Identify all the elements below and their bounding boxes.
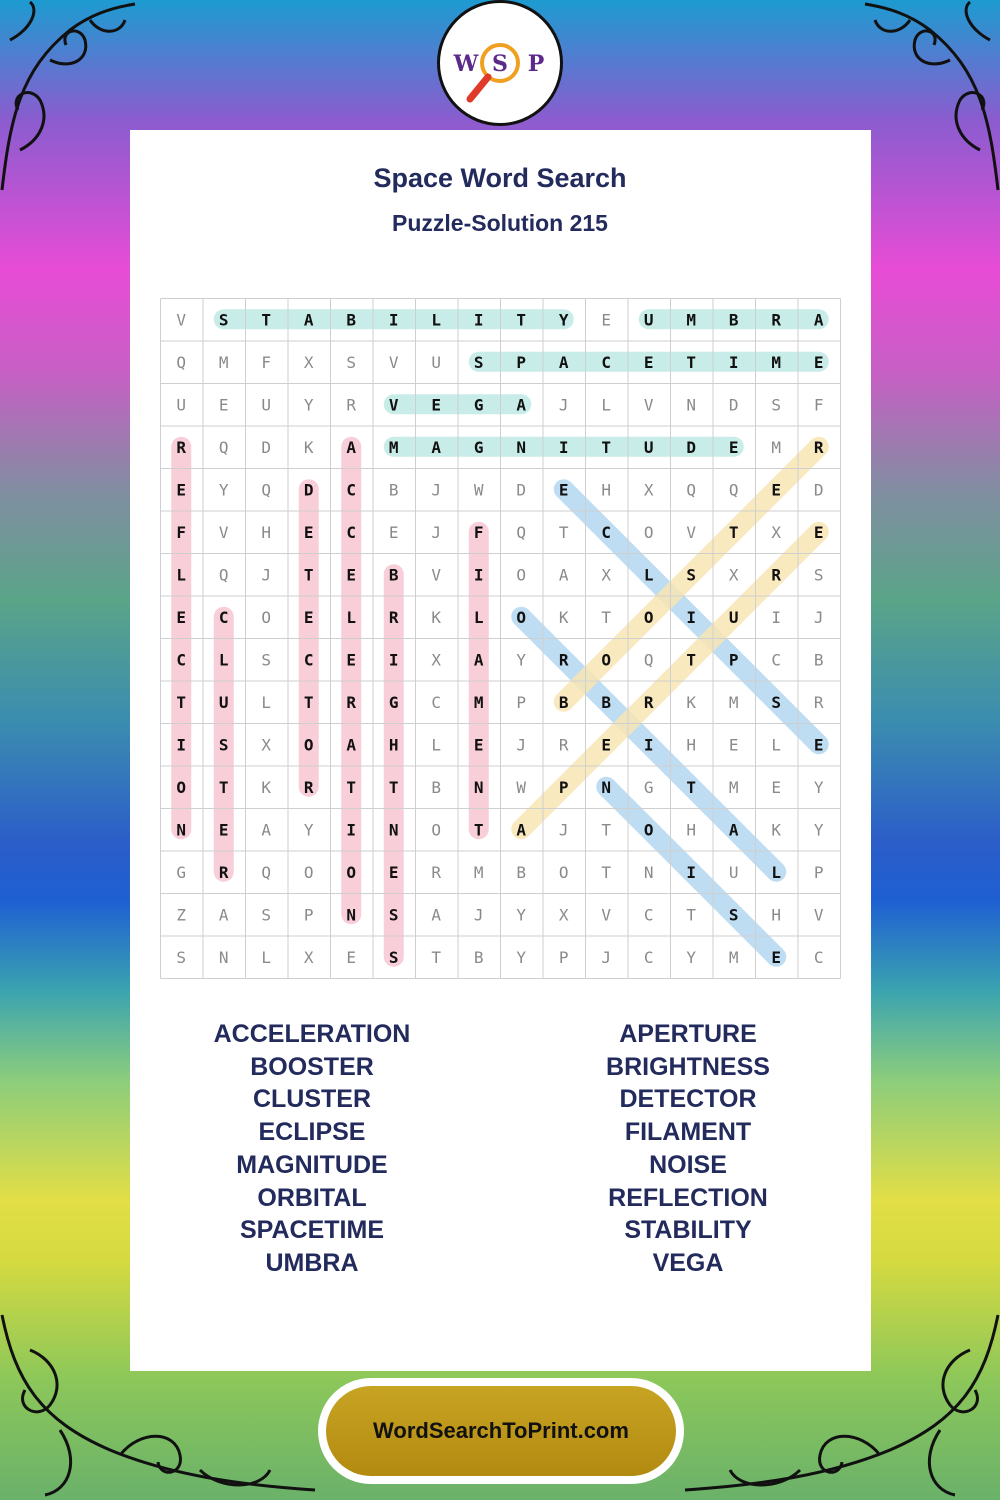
grid-letter: A [431, 905, 442, 925]
grid-letter: D [686, 437, 697, 457]
grid-letter: I [388, 650, 399, 670]
grid-letter: Y [516, 905, 527, 925]
grid-letter: E [303, 607, 314, 627]
grid-letter: R [218, 862, 229, 882]
word-list-item: MAGNITUDE [236, 1150, 388, 1179]
grid-letter: L [218, 650, 229, 670]
grid-letter: B [728, 310, 739, 330]
grid-letter: C [176, 650, 187, 670]
grid-letter: Y [218, 480, 229, 500]
grid-letter: C [601, 352, 612, 372]
logo-letter-p: P [527, 51, 545, 77]
grid-letter: C [813, 947, 824, 967]
grid-letter: R [813, 692, 824, 712]
grid-letter: M [728, 947, 739, 967]
footer-badge[interactable] [318, 1378, 684, 1484]
grid-letter: L [261, 947, 272, 967]
grid-letter: T [303, 692, 314, 712]
grid-letter: O [176, 777, 187, 797]
grid-letter: Y [303, 395, 314, 415]
grid-letter: B [601, 692, 612, 712]
grid-letter: I [686, 862, 697, 882]
grid-letter: Y [558, 310, 569, 330]
grid-letter: Q [686, 480, 697, 500]
grid-letter: S [176, 947, 187, 967]
grid-letter: B [431, 777, 442, 797]
grid-letter: G [473, 395, 484, 415]
grid-letter: A [516, 820, 527, 840]
grid-letter: S [473, 352, 484, 372]
word-list-item: FILAMENT [624, 1118, 752, 1147]
grid-letter: E [728, 735, 739, 755]
grid-letter: Q [261, 480, 272, 500]
grid-letter: S [346, 352, 357, 372]
grid-letter: L [431, 735, 442, 755]
grid-letter: V [431, 565, 442, 585]
grid-letter: E [218, 395, 229, 415]
grid-letter: W [473, 480, 484, 500]
grid-letter: B [813, 650, 824, 670]
grid-letter: N [176, 820, 187, 840]
grid-letter: N [473, 777, 484, 797]
grid-letter: A [303, 310, 314, 330]
grid-letter: C [303, 650, 314, 670]
grid-letter: X [558, 905, 569, 925]
grid-letter: A [728, 820, 739, 840]
grid-letter: S [218, 735, 229, 755]
grid-letter: E [346, 650, 357, 670]
grid-letter: M [218, 352, 229, 372]
grid-letter: I [558, 437, 569, 457]
grid-letter: U [176, 395, 187, 415]
grid-letter: V [388, 395, 399, 415]
grid-letter: J [558, 820, 569, 840]
grid-letter: N [388, 820, 399, 840]
grid-letter: X [771, 522, 782, 542]
grid-letter: M [473, 692, 484, 712]
word-list-item: UMBRA [265, 1248, 359, 1277]
grid-letter: V [686, 522, 697, 542]
grid-letter: R [346, 395, 357, 415]
word-list-item: DETECTOR [619, 1085, 757, 1114]
grid-letter: A [473, 650, 484, 670]
grid-letter: C [346, 522, 357, 542]
word-list-item: REFLECTION [608, 1183, 768, 1212]
grid-letter: C [601, 522, 612, 542]
grid-letter: N [218, 947, 229, 967]
grid-letter: D [516, 480, 527, 500]
grid-letter: E [176, 480, 187, 500]
grid-letter: E [176, 607, 187, 627]
grid-letter: E [346, 565, 357, 585]
grid-letter: K [558, 607, 569, 627]
grid-letter: J [813, 607, 824, 627]
grid-letter: E [601, 735, 612, 755]
grid-letter: C [643, 947, 654, 967]
grid-letter: A [558, 565, 569, 585]
grid-letter: F [261, 352, 272, 372]
grid-letter: A [431, 437, 442, 457]
grid-letter: C [431, 692, 442, 712]
word-list-item: STABILITY [624, 1216, 752, 1245]
grid-letter: H [388, 735, 399, 755]
grid-letter: N [516, 437, 527, 457]
logo-letter-s: S [492, 51, 508, 77]
grid-letter: R [431, 862, 442, 882]
grid-letter: S [261, 905, 272, 925]
grid-letter: O [303, 862, 314, 882]
grid-letter: U [643, 437, 654, 457]
grid-letter: E [558, 480, 569, 500]
grid-letter: X [303, 947, 314, 967]
grid-letter: Q [176, 352, 187, 372]
grid-letter: T [686, 352, 697, 372]
grid-letter: L [431, 310, 442, 330]
grid-letter: I [686, 607, 697, 627]
grid-letter: M [388, 437, 399, 457]
grid-letter: U [728, 607, 739, 627]
grid-letter: T [601, 607, 612, 627]
grid-letter: R [558, 650, 569, 670]
grid-letter: B [388, 480, 399, 500]
grid-letter: I [473, 565, 484, 585]
grid-letter: A [261, 820, 272, 840]
grid-letter: D [728, 395, 739, 415]
grid-letter: A [813, 310, 824, 330]
grid-letter: E [771, 777, 782, 797]
grid-letter: V [218, 522, 229, 542]
grid-letter: T [261, 310, 272, 330]
grid-letter: B [558, 692, 569, 712]
grid-letter: J [431, 480, 442, 500]
grid-letter: Q [218, 565, 229, 585]
grid-letter: S [261, 650, 272, 670]
grid-letter: S [813, 565, 824, 585]
grid-letter: M [473, 862, 484, 882]
grid-letter: A [558, 352, 569, 372]
grid-letter: O [558, 862, 569, 882]
word-list-item: ACCELERATION [213, 1020, 411, 1048]
grid-letter: H [601, 480, 612, 500]
grid-letter: J [431, 522, 442, 542]
grid-letter: O [516, 607, 527, 627]
grid-letter: E [218, 820, 229, 840]
word-list-item: SPACETIME [240, 1216, 384, 1245]
grid-letter: E [431, 395, 442, 415]
grid-letter: O [643, 607, 654, 627]
grid-letter: M [728, 692, 739, 712]
grid-letter: D [813, 480, 824, 500]
grid-letter: E [771, 480, 782, 500]
grid-letter: I [388, 310, 399, 330]
word-list-item: VEGA [652, 1248, 724, 1277]
grid-letter: Q [516, 522, 527, 542]
grid-letter: K [686, 692, 697, 712]
grid-letter: J [601, 947, 612, 967]
grid-letter: L [261, 692, 272, 712]
word-list-item: BOOSTER [250, 1052, 374, 1081]
grid-letter: P [558, 777, 569, 797]
grid-letter: Y [813, 820, 824, 840]
grid-letter: C [218, 607, 229, 627]
grid-letter: T [218, 777, 229, 797]
grid-letter: N [686, 395, 697, 415]
grid-letter: S [686, 565, 697, 585]
grid-letter: H [771, 905, 782, 925]
grid-letter: T [601, 820, 612, 840]
grid-letter: L [473, 607, 484, 627]
grid-letter: R [771, 565, 782, 585]
wsp-logo [437, 0, 563, 126]
grid-letter: R [388, 607, 399, 627]
grid-letter: B [516, 862, 527, 882]
grid-letter: Q [218, 437, 229, 457]
grid-letter: T [431, 947, 442, 967]
grid-letter: T [388, 777, 399, 797]
logo-letter-w: W [453, 51, 479, 77]
grid-letter: F [176, 522, 187, 542]
grid-letter: T [686, 777, 697, 797]
grid-letter: L [771, 862, 782, 882]
word-list-item: ECLIPSE [258, 1118, 366, 1147]
grid-letter: J [473, 905, 484, 925]
grid-letter: E [813, 352, 824, 372]
grid-letter: T [303, 565, 314, 585]
grid-letter: P [516, 692, 527, 712]
grid-letter: L [346, 607, 357, 627]
grid-letter: Y [303, 820, 314, 840]
footer-site-link[interactable]: WordSearchToPrint.com [373, 1418, 629, 1443]
grid-letter: T [686, 905, 697, 925]
grid-letter: A [346, 437, 357, 457]
grid-letter: C [771, 650, 782, 670]
grid-letter: T [346, 777, 357, 797]
grid-letter: E [601, 310, 612, 330]
grid-letter: M [728, 777, 739, 797]
grid-letter: O [431, 820, 442, 840]
grid-letter: T [601, 437, 612, 457]
grid-letter: E [388, 522, 399, 542]
grid-letter: V [388, 352, 399, 372]
grid-letter: O [601, 650, 612, 670]
grid-letter: U [261, 395, 272, 415]
grid-letter: B [346, 310, 357, 330]
grid-letter: C [346, 480, 357, 500]
grid-letter: M [771, 437, 782, 457]
grid-letter: T [601, 862, 612, 882]
footer-button[interactable] [326, 1386, 676, 1476]
grid-letter: I [176, 735, 187, 755]
grid-letter: R [346, 692, 357, 712]
grid-letter: S [218, 310, 229, 330]
grid-letter: I [346, 820, 357, 840]
magnifier-icon [440, 3, 560, 123]
grid-letter: X [643, 480, 654, 500]
grid-letter: K [261, 777, 272, 797]
grid-letter: I [728, 352, 739, 372]
grid-letter: D [303, 480, 314, 500]
grid-letter: Y [813, 777, 824, 797]
grid-letter: E [346, 947, 357, 967]
grid-letter: E [643, 352, 654, 372]
grid-letter: O [643, 522, 654, 542]
grid-letter: V [176, 310, 187, 330]
grid-letter: J [261, 565, 272, 585]
word-list-item: ORBITAL [257, 1183, 367, 1212]
word-list-item: BRIGHTNESS [606, 1052, 770, 1081]
grid-letter: U [643, 310, 654, 330]
grid-letter: F [813, 395, 824, 415]
grid-letter: E [303, 522, 314, 542]
letter-grid [160, 298, 841, 979]
grid-letter: U [431, 352, 442, 372]
grid-letter: Q [261, 862, 272, 882]
grid-letter: C [643, 905, 654, 925]
grid-letter: T [558, 522, 569, 542]
grid-letter: T [516, 310, 527, 330]
word-list-item: APERTURE [619, 1020, 757, 1048]
grid-letter: N [601, 777, 612, 797]
grid-letter: I [771, 607, 782, 627]
grid-letter: M [771, 352, 782, 372]
grid-letter: H [686, 735, 697, 755]
grid-letter: Y [516, 650, 527, 670]
grid-letter: G [176, 862, 187, 882]
grid-letter: N [346, 905, 357, 925]
grid-letter: T [728, 522, 739, 542]
grid-letter: D [261, 437, 272, 457]
grid-letter: L [771, 735, 782, 755]
grid-letter: Z [176, 905, 187, 925]
grid-letter: S [771, 692, 782, 712]
grid-letter: H [686, 820, 697, 840]
grid-letter: L [643, 565, 654, 585]
grid-letter: A [346, 735, 357, 755]
grid-letter: Y [686, 947, 697, 967]
grid-letter: S [388, 905, 399, 925]
grid-letter: B [473, 947, 484, 967]
grid-letter: O [303, 735, 314, 755]
grid-letter: L [176, 565, 187, 585]
word-list-item: NOISE [649, 1150, 727, 1179]
grid-letter: K [431, 607, 442, 627]
grid-letter: R [303, 777, 314, 797]
grid-letter: G [473, 437, 484, 457]
grid-letter: J [558, 395, 569, 415]
grid-letter: X [601, 565, 612, 585]
grid-letter: T [473, 820, 484, 840]
grid-letter: Q [643, 650, 654, 670]
grid-letter: R [813, 437, 824, 457]
grid-letter: B [388, 565, 399, 585]
grid-letter: X [728, 565, 739, 585]
grid-letter: Q [728, 480, 739, 500]
grid-letter: T [176, 692, 187, 712]
grid-letter: N [643, 862, 654, 882]
grid-letter: V [601, 905, 612, 925]
grid-letter: U [218, 692, 229, 712]
grid-letter: T [686, 650, 697, 670]
grid-letter: S [728, 905, 739, 925]
grid-letter: H [261, 522, 272, 542]
grid-letter: K [303, 437, 314, 457]
grid-letter: J [516, 735, 527, 755]
grid-letter: X [303, 352, 314, 372]
grid-letter: V [813, 905, 824, 925]
grid-letter: O [346, 862, 357, 882]
grid-letter: P [813, 862, 824, 882]
grid-letter: I [643, 735, 654, 755]
grid-letter: E [813, 735, 824, 755]
grid-letter: R [558, 735, 569, 755]
grid-letter: E [813, 522, 824, 542]
grid-letter: K [771, 820, 782, 840]
grid-letter: P [303, 905, 314, 925]
grid-letter: E [771, 947, 782, 967]
grid-letter: U [728, 862, 739, 882]
grid-letter: A [218, 905, 229, 925]
grid-letter: E [473, 735, 484, 755]
grid-letter: X [431, 650, 442, 670]
grid-letter: L [601, 395, 612, 415]
grid-letter: W [516, 777, 527, 797]
grid-letter: O [261, 607, 272, 627]
grid-letter: P [558, 947, 569, 967]
grid-letter: X [261, 735, 272, 755]
grid-letter: I [473, 310, 484, 330]
grid-letter: A [516, 395, 527, 415]
grid-letter: S [771, 395, 782, 415]
grid-letter: E [728, 437, 739, 457]
grid-letter: G [643, 777, 654, 797]
grid-letter: M [686, 310, 697, 330]
grid-letter: S [388, 947, 399, 967]
grid-letter: F [473, 522, 484, 542]
grid-letter: Y [516, 947, 527, 967]
grid-letter: V [643, 395, 654, 415]
grid-letter: O [516, 565, 527, 585]
grid-letter: R [176, 437, 187, 457]
grid-letter: E [388, 862, 399, 882]
word-list-item: CLUSTER [252, 1085, 372, 1114]
grid-letter: R [771, 310, 782, 330]
grid-letter: P [516, 352, 527, 372]
grid-letter: P [728, 650, 739, 670]
grid-letter: R [643, 692, 654, 712]
grid-letter: G [388, 692, 399, 712]
page-title: Space Word Search [373, 163, 627, 193]
grid-letter: O [643, 820, 654, 840]
page-subtitle: Puzzle-Solution 215 [392, 210, 608, 236]
